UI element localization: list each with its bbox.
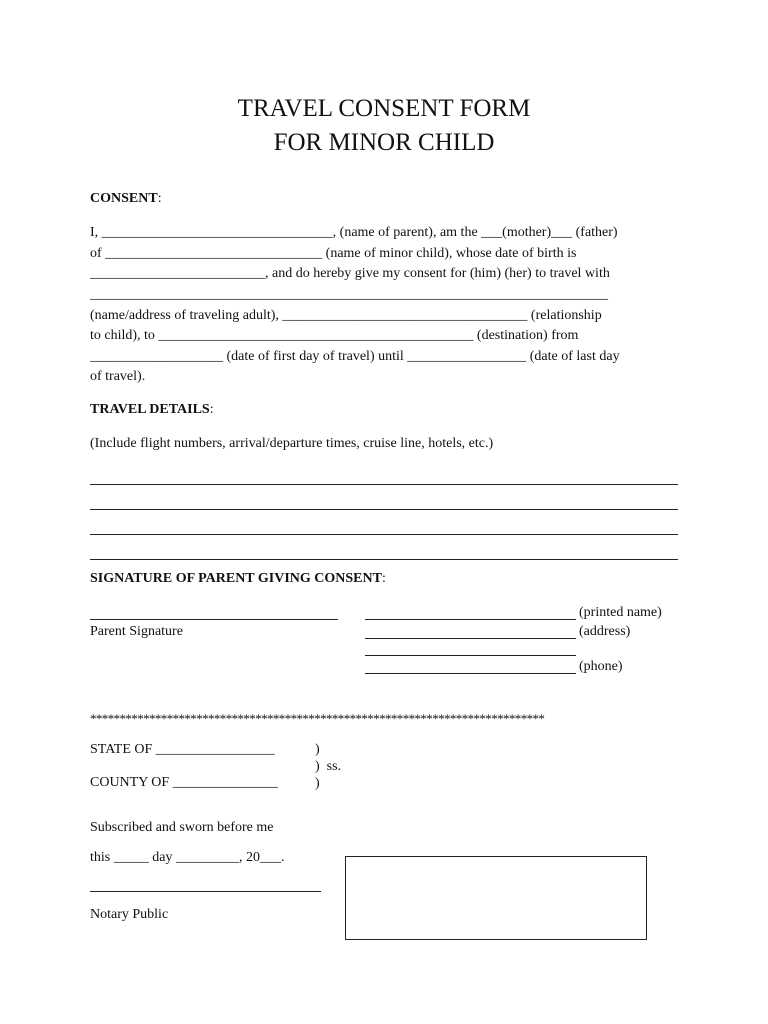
paren-1: ) <box>315 742 320 757</box>
consent-line-7: ___________________ (date of first day of travel) until _________________ (date of last day <box>90 349 620 364</box>
consent-line-1: I, _________________________________, (name of parent), am the ___(mother)___ (father) <box>90 225 618 240</box>
consent-line-2: of _______________________________ (name of minor child), whose date of birth is <box>90 246 577 261</box>
consent-line-6: to child), to _____________________________________________ (destination) from <box>90 328 579 343</box>
state-of-line: STATE OF _________________ <box>90 742 275 757</box>
consent-line-3: _________________________, and do hereby give my consent for (him) (her) to travel with <box>90 266 610 281</box>
notary-seal-box <box>345 856 647 940</box>
phone-line[interactable] <box>365 673 576 674</box>
travel-details-line-1[interactable] <box>90 484 678 485</box>
travel-details-note: (Include flight numbers, arrival/departure times, cruise line, hotels, etc.) <box>90 436 494 451</box>
parent-signature-label: Parent Signature <box>90 624 183 639</box>
consent-line-8: of travel). <box>90 369 146 384</box>
notary-public-label: Notary Public <box>90 907 169 922</box>
travel-details-line-2[interactable] <box>90 509 678 510</box>
signature-heading: SIGNATURE OF PARENT GIVING CONSENT: <box>90 571 386 586</box>
address-label: (address) <box>579 624 631 639</box>
parent-signature-line[interactable] <box>90 619 338 620</box>
address-line-1[interactable] <box>365 638 576 639</box>
travel-details-heading: TRAVEL DETAILS: <box>90 402 214 417</box>
date-sworn-line: this _____ day _________, 20___. <box>90 850 285 865</box>
paren-3: ) <box>315 776 320 791</box>
travel-details-line-3[interactable] <box>90 534 678 535</box>
ss-marker: ) ss. <box>315 759 342 774</box>
consent-line-5: (name/address of traveling adult), ___________________________________ (relationship <box>90 308 602 323</box>
separator-stars: ***************************************************************************** <box>90 711 545 726</box>
travel-details-line-4[interactable] <box>90 559 678 560</box>
consent-line-4: __________________________________________________________________________ <box>90 287 608 302</box>
notary-signature-line[interactable] <box>90 891 321 892</box>
address-line-2[interactable] <box>365 655 576 656</box>
consent-heading: CONSENT: <box>90 191 162 206</box>
subscribed-text: Subscribed and sworn before me <box>90 820 274 835</box>
printed-name-line[interactable] <box>365 619 576 620</box>
phone-label: (phone) <box>579 659 623 674</box>
form-title-line-2: FOR MINOR CHILD <box>273 129 495 156</box>
form-title-line-1: TRAVEL CONSENT FORM <box>237 95 531 122</box>
county-of-line: COUNTY OF _______________ <box>90 775 278 790</box>
printed-name-label: (printed name) <box>579 605 662 620</box>
